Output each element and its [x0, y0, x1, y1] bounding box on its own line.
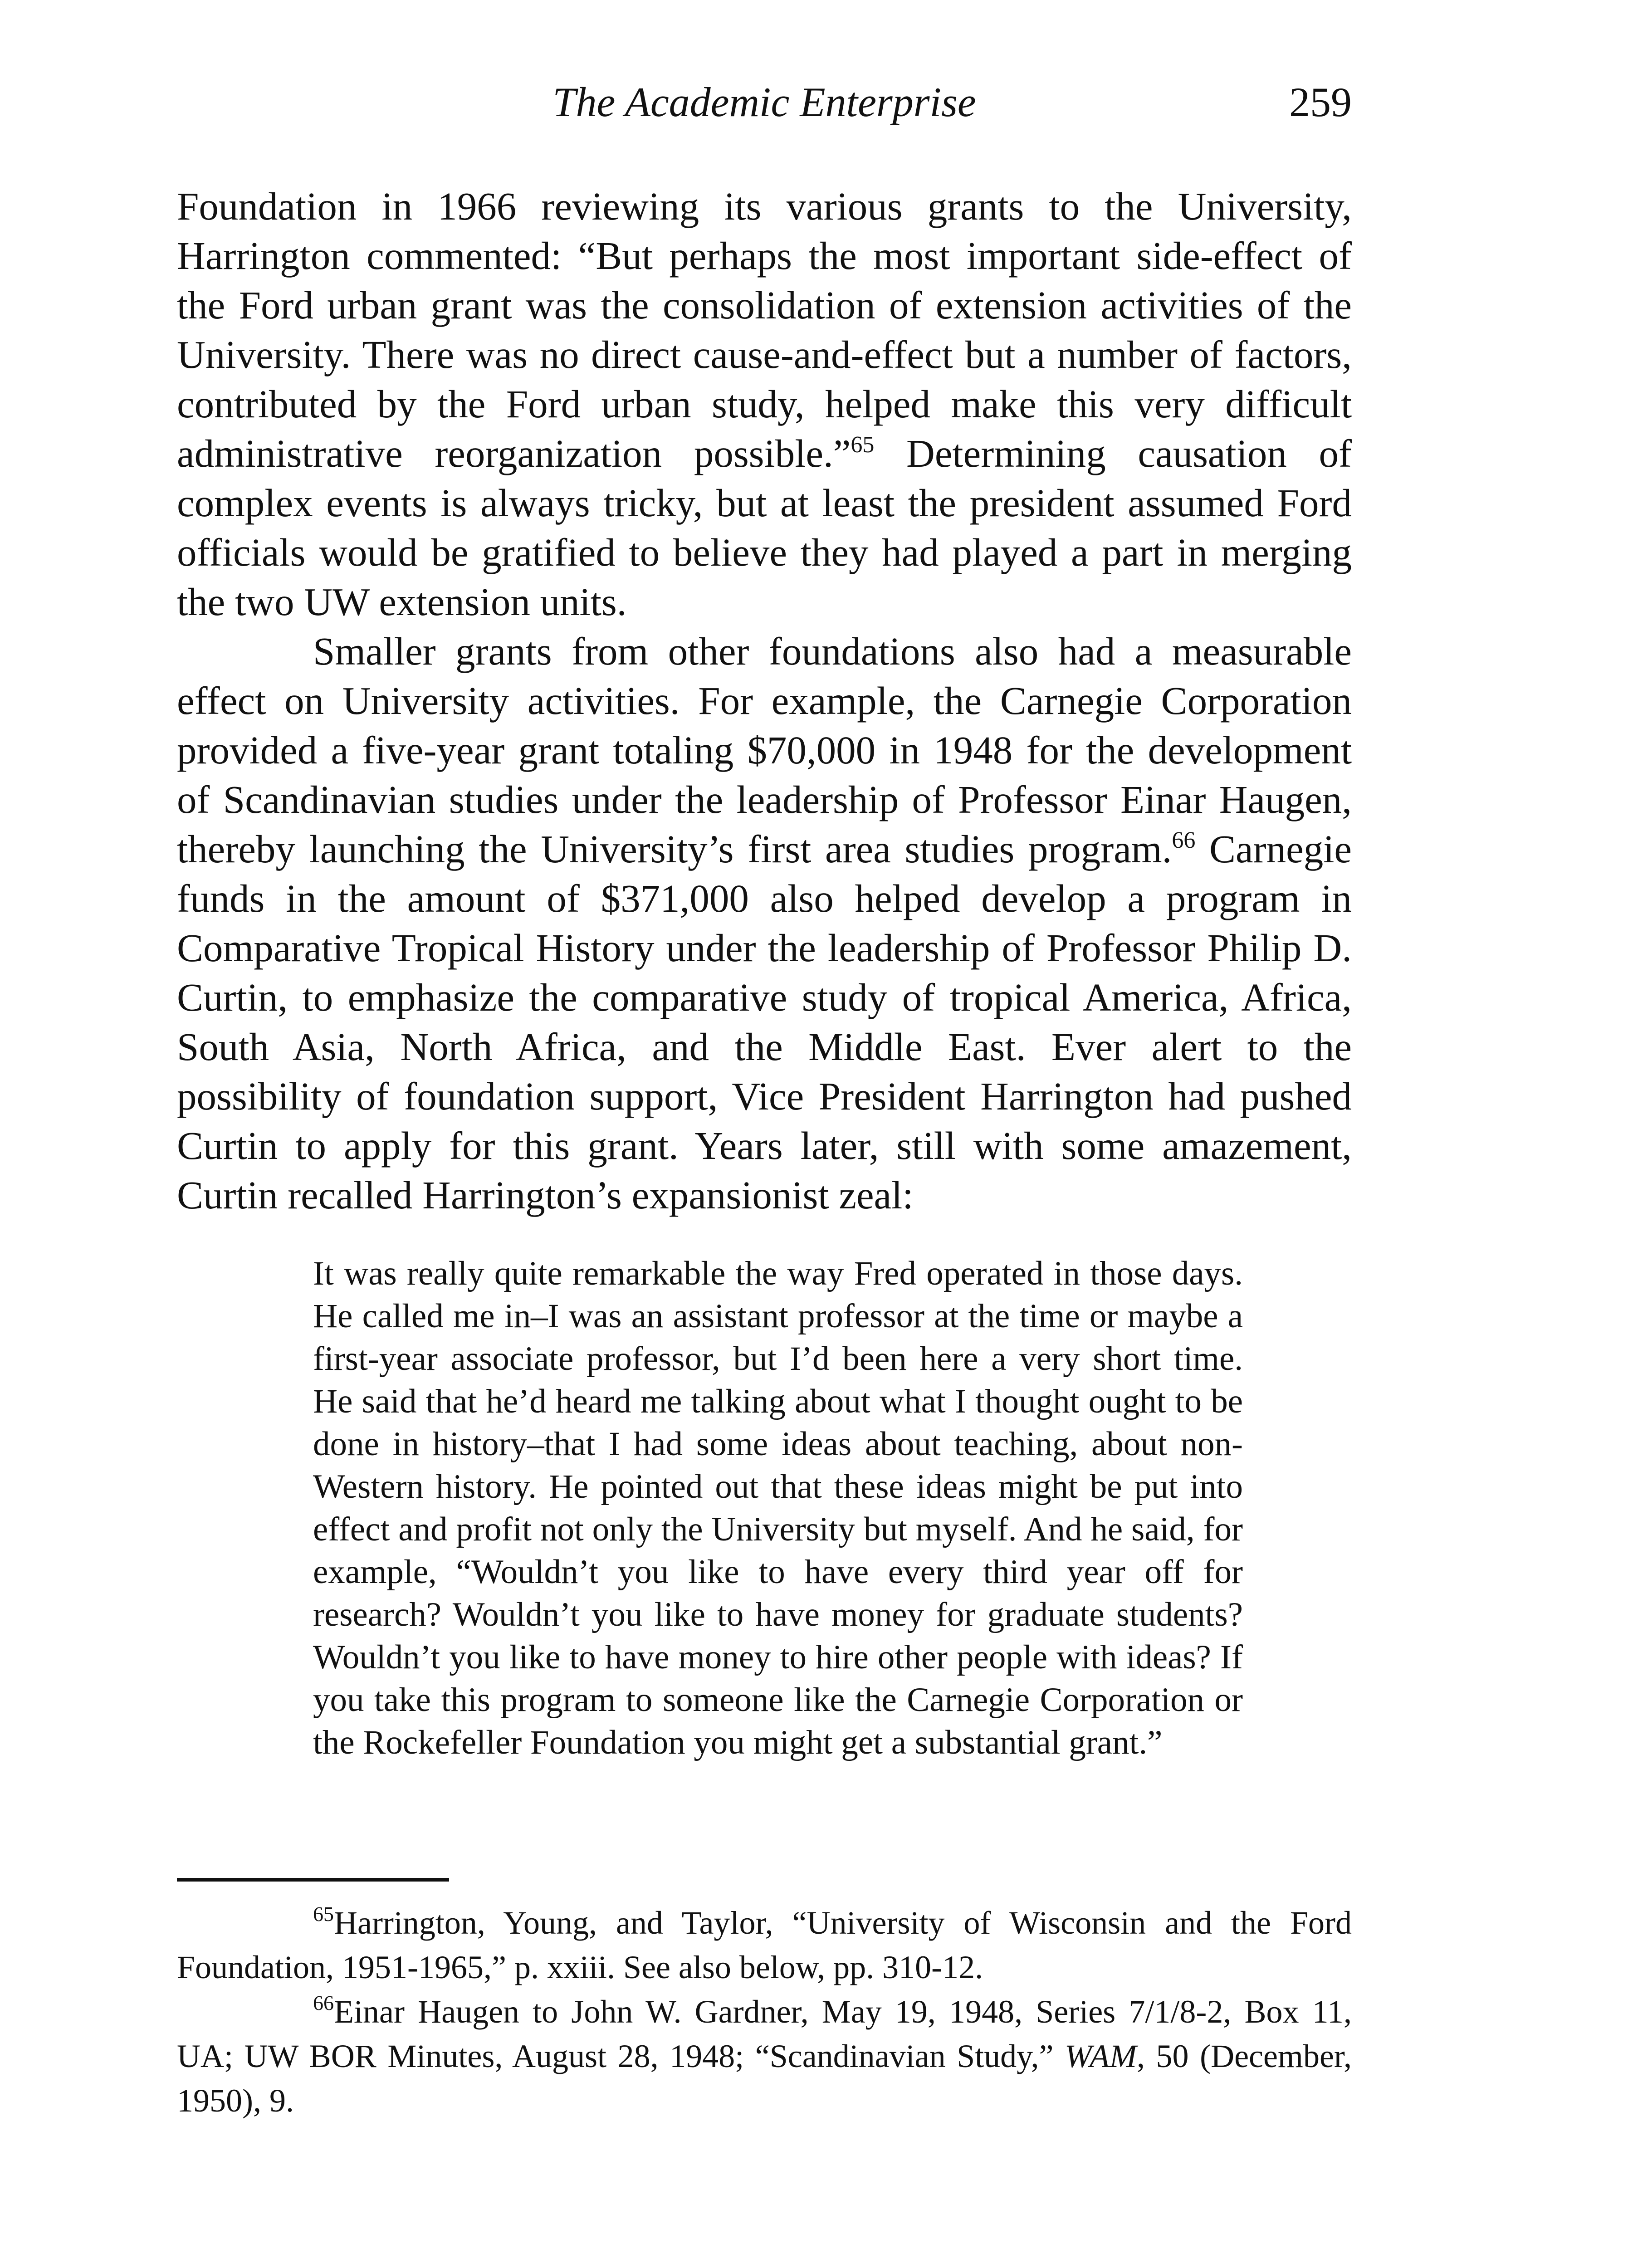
body-text	[177, 181, 1352, 1764]
paragraph-2-text-b: Carnegie funds in the amount of $371,000 also helped develop a program in Comparative Tropical History under the leadership of Professor Philip D. Curtin, to emphasize the comparative study of tropical America, Africa, South Asia, North Africa, and the Middle East. Ever alert to the possibility of foundation support, Vice President Harrington had pushed Curtin to apply for this grant. Years later, still with some amazement, Curtin recalled Harrington’s expansionist zeal:	[177, 827, 1352, 1217]
paragraph-1	[177, 181, 1352, 626]
footnotes	[177, 1901, 1352, 2123]
footnote-65-text: Harrington, Young, and Taylor, “University of Wisconsin and the Ford Foundation, 1951-1965,” p. xxiii. See also below, pp. 310-12.	[177, 1905, 1352, 1985]
footnote-ref-66: 66	[1172, 827, 1196, 853]
running-head	[177, 77, 1352, 145]
running-title: The Academic Enterprise	[552, 79, 976, 125]
page-number: 259	[1289, 79, 1352, 125]
block-quote: It was really quite remarkable the way Fred operated in those days. He called me in–I was an assistant professor at the time or maybe a first-year associate professor, but I’d been here a very short time. He said that he’d heard me talking about what I thought ought to be done in history–that I had some ideas about teaching, about non-Western history. He pointed out that these ideas might be put into effect and profit not only the University but myself. And he said, for example, “Wouldn’t you like to have every third year off for research? Wouldn’t you like to have money for graduate students? Wouldn’t you like to have money to hire other people with ideas? If you take this program to someone like the Carnegie Corporation or the Rockefeller Foundation you might get a substantial grant.”	[313, 1255, 1243, 1761]
footnote-66-text-b: , 50 (December, 1950), 9.	[177, 2038, 1352, 2119]
footnote-divider	[177, 1878, 449, 1882]
paragraph-2-text-a: Smaller grants from other foundations also had a measurable effect on University activities. For example, the Carnegie Corporation provided a five-year grant totaling $70,000 in 1948 for the development of Scandinavian studies under the leadership of Professor Einar Haugen, thereby launching the University’s first area studies program.	[177, 629, 1352, 871]
footnote-66-journal: WAM	[1065, 2038, 1137, 2074]
paragraph-1-text-a: Foundation in 1966 reviewing its various grants to the University, Harrington commented: “But perhaps the most important side-effect of the Ford urban grant was the consolidation of extension activities of the University. There was no direct cause-and-effect but a number of factors, contributed by the Ford urban study, helped make this very difficult administrative reorganization possible.”	[177, 184, 1352, 475]
paragraph-2	[177, 626, 1352, 1220]
footnote-ref-65: 65	[851, 432, 875, 458]
paragraph-1-text-b: Determining causation of complex events is always tricky, but at least the president assumed Ford officials would be gratified to believe they had played a part in merging the two UW extension units.	[177, 431, 1352, 624]
footnote-65	[177, 1901, 1352, 1989]
footnote-66-text-a: Einar Haugen to John W. Gardner, May 19, 1948, Series 7/1/8-2, Box 11, UA; UW BOR Minutes, August 28, 1948; “Scandinavian Study,”	[177, 1994, 1352, 2074]
footnote-66-number: 66	[313, 1991, 334, 2014]
footnote-66	[177, 1989, 1352, 2123]
footnote-65-number: 65	[313, 1902, 334, 1926]
